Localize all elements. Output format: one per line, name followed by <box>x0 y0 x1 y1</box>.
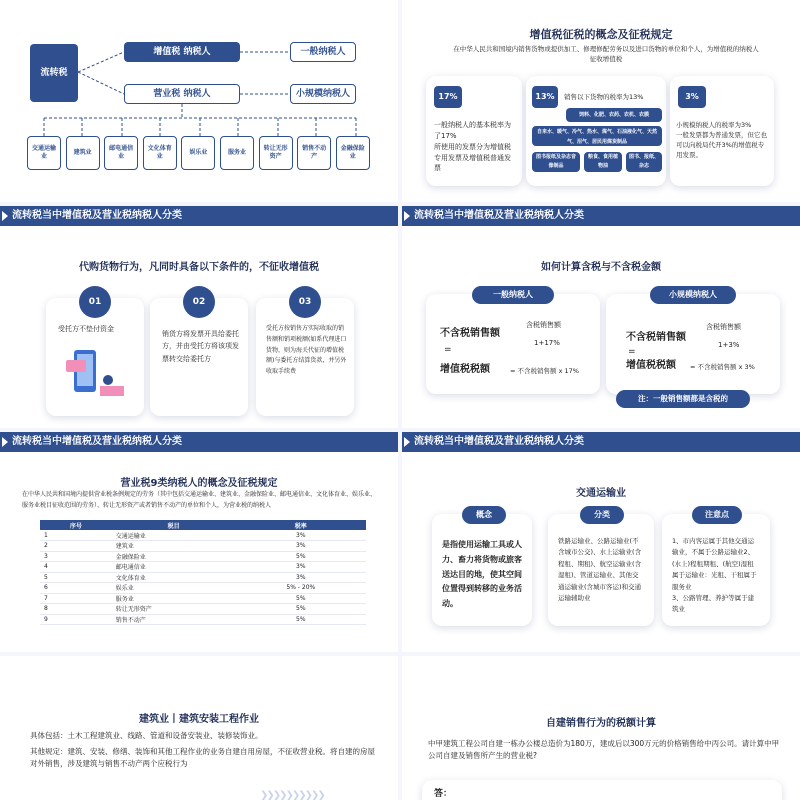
answer-label: 答： <box>434 789 453 799</box>
note-text: 1、市内客运属于其他交通运输业，不属于公路运输业2、(水上)程租期租、(航空)湿租属于运输业：光租、干租属于服务业 3、公路管理、养护等属于建筑业 <box>672 537 757 614</box>
row-no: 9 <box>40 614 112 625</box>
text-13: 销售以下货物的税率为13% <box>564 93 644 101</box>
cond-card-1 <box>46 298 144 416</box>
category-item: 建筑业 <box>66 136 100 170</box>
category-item: 文化体育业 <box>143 136 177 170</box>
cond-text-1: 受托方不垫付资金 <box>58 325 114 333</box>
pill-concept: 概念 <box>462 506 506 524</box>
row-item: 文化体育业 <box>112 572 236 583</box>
cond-card-2 <box>150 298 248 416</box>
question-text: 中甲建筑工程公司自建一栋办公楼总造价为180万，建成后以300万元的价格销售给中丙公司。请计算中甲公司自建及销售所产生的营业税? <box>428 739 780 760</box>
row-item: 建筑业 <box>112 541 236 552</box>
num-general: 含税销售额 <box>526 321 561 329</box>
category-item: 金融保险业 <box>336 136 370 170</box>
card-note <box>662 514 770 626</box>
card-17 <box>426 76 522 186</box>
row-item: 邮电通信业 <box>112 562 236 573</box>
slide-tax-tree[interactable] <box>0 0 398 202</box>
para-rules: 其他规定：建筑、安装、修缮、装饰和其他工程作业的业务自建自用房屋，不征收营业税。将自建的房屋对外销售，涉及建筑与销售不动产两个应税行为 <box>30 747 375 768</box>
slide-title: 建筑业丨建筑安装工程作业 <box>139 714 259 725</box>
row-item: 服务业 <box>112 593 236 604</box>
row-no: 4 <box>40 562 112 573</box>
category-item: 服务业 <box>220 136 254 170</box>
row-item: 娱乐业 <box>112 583 236 594</box>
cond-num-3: 03 <box>289 286 321 318</box>
category-item: 邮电通信业 <box>104 136 138 170</box>
category-item: 销售不动产 <box>297 136 331 170</box>
row-item: 金融保险业 <box>112 551 236 562</box>
cond-card-3 <box>256 298 354 416</box>
rate-17: 17% <box>434 86 462 108</box>
arrows-decor-icon: ❯❯❯❯❯❯❯❯❯❯ <box>260 790 324 800</box>
card-13 <box>526 76 666 186</box>
table-row <box>40 604 366 615</box>
table-row <box>40 583 366 594</box>
pill-class: 分类 <box>580 506 624 524</box>
row-no: 7 <box>40 593 112 604</box>
row-item: 转让无形资产 <box>112 604 236 615</box>
formula-small: = 不含税销售额 x 3% <box>690 363 755 371</box>
goods-5: 图书、报纸、杂志 <box>626 152 662 172</box>
slide-title: 交通运输业 <box>576 488 626 499</box>
num-small: 含税销售额 <box>706 323 741 331</box>
slide-header: 流转税当中增值税及营业税纳税人分类 <box>402 432 800 452</box>
slide-purchase[interactable] <box>0 206 398 428</box>
card-3 <box>670 76 774 186</box>
slide-construction[interactable] <box>0 656 398 800</box>
table-row <box>40 572 366 583</box>
slide-self-build[interactable] <box>402 656 800 800</box>
row-no: 5 <box>40 572 112 583</box>
row-item: 交通运输业 <box>112 530 236 541</box>
table-row <box>40 541 366 552</box>
den-general: 1+17% <box>534 339 560 347</box>
row-rate: 3% <box>236 572 366 583</box>
slide-title: 代购货物行为，凡同时具备以下条件的，不征收增值税 <box>79 262 319 273</box>
pill-small: 小规模纳税人 <box>650 286 736 304</box>
row-rate: 5% <box>236 604 366 615</box>
cond-text-3: 受托方按销售方实际收取的销售额和销项税额(如系代理进口货物，则为海关代征的增值税额)与委托方结算货款，并另外收取手续费 <box>266 325 347 376</box>
text-17: 一般纳税人的基本税率为了17% 所使用的发票分为增值税专用发票及增值税普通发票 <box>434 121 511 173</box>
calc-card-general <box>426 294 600 394</box>
vat-node: 增值税 纳税人 <box>124 42 240 62</box>
formula-general: = 不含税销售额 x 17% <box>510 367 579 375</box>
phone-illustration-icon <box>64 346 128 402</box>
eq-sign: = <box>628 347 636 357</box>
row-rate: 3% <box>236 562 366 573</box>
category-item: 转让无形资产 <box>259 136 293 170</box>
slide-desc: 在中华人民共和国境内提供营业税条例规定的劳务（其中包括交通运输业、建筑业、金融保险业、邮电通信业、文化体育业、娱乐业、服务业税目征收范围的劳务）、转让无形资产或者销售不动产的单位和个人，为营业税的纳税人 <box>22 491 377 509</box>
cond-num-1: 01 <box>79 286 111 318</box>
slide-title: 如何计算含税与不含税金额 <box>541 262 661 273</box>
cond-num-2: 02 <box>183 286 215 318</box>
rate-13: 13% <box>532 86 558 108</box>
row-rate: 5% <box>236 593 366 604</box>
table-row <box>40 614 366 625</box>
goods-3: 图书报纸及杂志音像制品 <box>532 152 580 172</box>
table-row <box>40 530 366 541</box>
row-rate: 5% <box>236 614 366 625</box>
category-item: 娱乐业 <box>181 136 215 170</box>
row-rate: 5% - 20% <box>236 583 366 594</box>
small-node: 小规模纳税人 <box>290 84 356 104</box>
slide-transport[interactable] <box>402 432 800 652</box>
row-no: 2 <box>40 541 112 552</box>
table-row <box>40 551 366 562</box>
root-node: 流转税 <box>30 44 78 102</box>
slide-title: 增值税征税的概念及征税规定 <box>529 28 673 41</box>
text-3: 小规模纳税人的税率为3% 一般发票都为普通发票，但它也可以向税局代开3%的增值税专用发票。 <box>676 121 767 160</box>
rate-3: 3% <box>678 86 706 108</box>
goods-4: 粮食、食用植物油 <box>584 152 622 172</box>
tax-table <box>40 520 366 625</box>
th-item: 税目 <box>112 520 236 530</box>
para-scope: 具体包括：土木工程建筑业、线路、管道和设备安装业、装修装饰业。 <box>30 731 263 740</box>
slide-header: 流转税当中增值税及营业税纳税人分类 <box>402 206 800 226</box>
th-no: 序号 <box>40 520 112 530</box>
category-item: 交通运输业 <box>27 136 61 170</box>
row-rate: 3% <box>236 530 366 541</box>
card-class <box>548 514 654 626</box>
th-rate: 税率 <box>236 520 366 530</box>
goods-2: 自来水、暖气、冷气、热水、煤气、石油液化气、天然气、沼气、居民用煤炭制品 <box>532 126 662 146</box>
goods-1: 饲料、化肥、农药、农机、农膜 <box>566 108 662 122</box>
label-vat: 增值税税额 <box>626 360 676 371</box>
slide-business-tax[interactable] <box>0 432 398 652</box>
slide-calc[interactable] <box>402 206 800 428</box>
slide-title: 营业税9类纳税人的概念及征税规定 <box>120 478 278 489</box>
cond-text-2: 销货方将发票开具给委托方，并由受托方将该项发票转交给委托方 <box>162 330 239 363</box>
answer-box[interactable] <box>422 780 782 800</box>
row-no: 8 <box>40 604 112 615</box>
business-node: 营业税 纳税人 <box>124 84 240 104</box>
card-concept <box>432 514 532 626</box>
slide-header: 流转税当中增值税及营业税纳税人分类 <box>0 432 398 452</box>
pill-general: 一般纳税人 <box>472 286 554 304</box>
slide-desc: 在中华人民共和国境内销售货物或提供加工、修理修配劳务以及进口货物的单位和个人，为增值税的纳税人征收增值税 <box>453 45 759 64</box>
general-node: 一般纳税人 <box>290 42 356 62</box>
class-text: 铁路运输业、公路运输业(不含城市公交)、水上运输业(含程租、期租)、航空运输业(含湿租)、管道运输业、其他交通运输业(含城市客运)和交通运输辅助业 <box>558 537 642 602</box>
den-small: 1+3% <box>718 341 740 349</box>
label-vat: 增值税税额 <box>440 364 490 375</box>
table-row <box>40 593 366 604</box>
row-rate: 5% <box>236 551 366 562</box>
concept-text: 是指使用运输工具或人力、畜力将货物或旅客送达目的地，使其空间位置得到转移的业务活动。 <box>442 540 522 609</box>
calc-card-small <box>606 294 780 394</box>
row-no: 3 <box>40 551 112 562</box>
label-untaxed: 不含税销售额 <box>626 332 686 343</box>
slide-vat-concept[interactable] <box>402 0 800 202</box>
eq-sign: = <box>444 345 452 355</box>
slide-title: 自建销售行为的税额计算 <box>546 718 656 729</box>
row-no: 1 <box>40 530 112 541</box>
table-row <box>40 562 366 573</box>
row-no: 6 <box>40 583 112 594</box>
slide-header: 流转税当中增值税及营业税纳税人分类 <box>0 206 398 226</box>
label-untaxed: 不含税销售额 <box>440 328 500 339</box>
row-rate: 3% <box>236 541 366 552</box>
row-item: 销售不动产 <box>112 614 236 625</box>
note-pill: 注：一般销售额都是含税的 <box>616 390 750 408</box>
pill-note: 注意点 <box>692 506 742 524</box>
